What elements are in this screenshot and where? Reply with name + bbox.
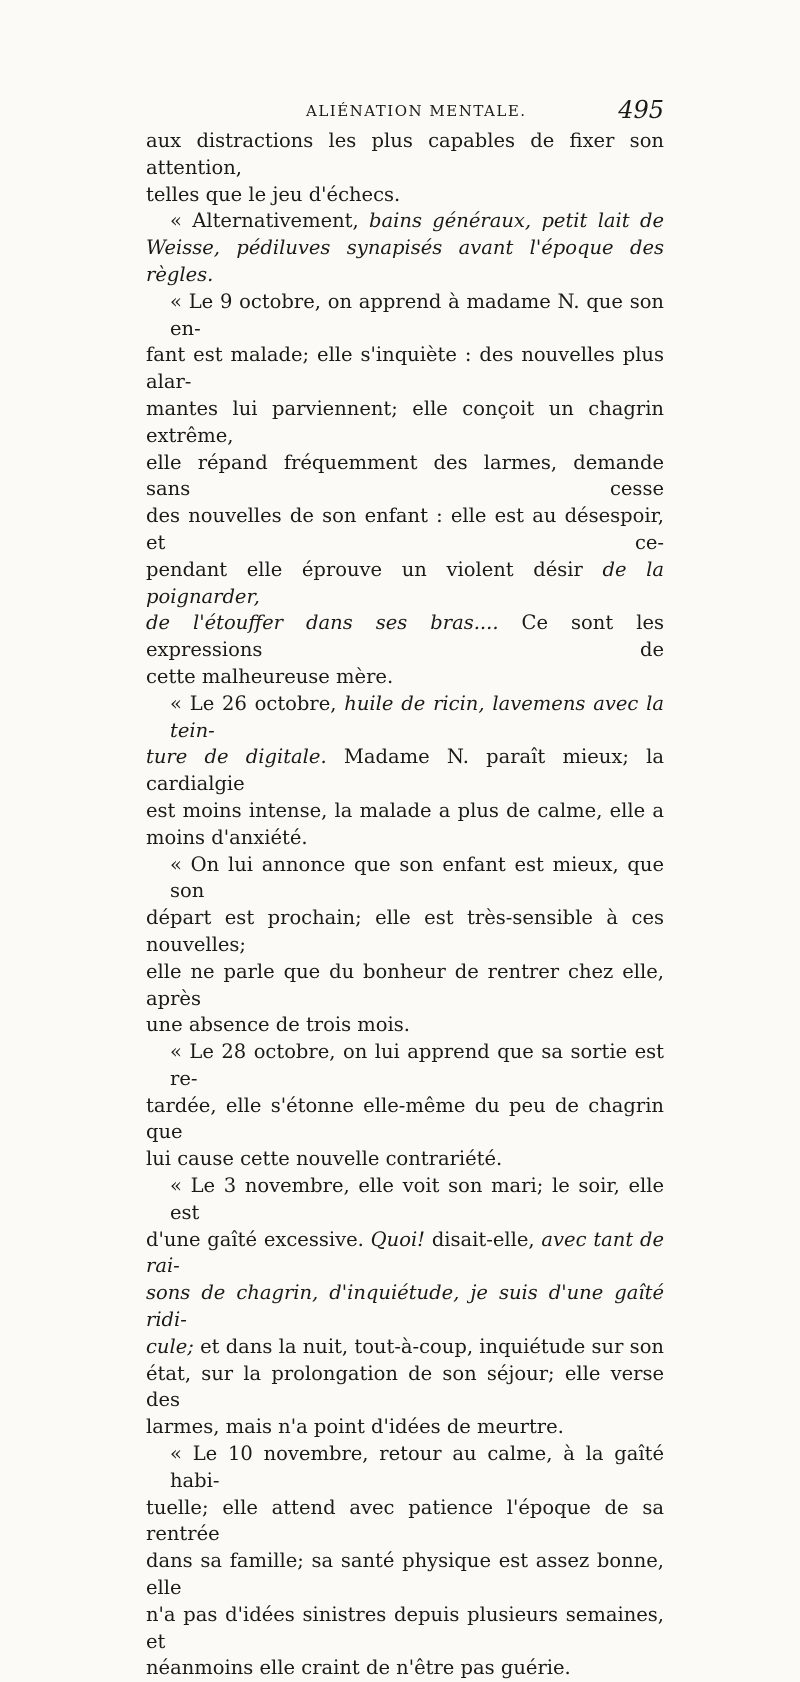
italic-text: avec tant de rai- <box>146 1227 665 1278</box>
text-line <box>146 1334 664 1361</box>
italic-text: de l'étouffer dans ses bras.... <box>146 611 499 635</box>
text-segment: une absence de trois mois. <box>146 1013 410 1037</box>
text-line <box>146 905 664 959</box>
text-segment: est moins intense, la malade a plus de calme, elle a <box>146 798 664 822</box>
text-line <box>146 959 664 1013</box>
text-segment: tuelle; elle attend avec patience l'époque de sa rentrée <box>146 1495 664 1546</box>
text-segment: pendant elle éprouve un violent désir <box>146 557 603 581</box>
italic-text: bains généraux, petit lait de <box>369 209 664 233</box>
text-line <box>146 1655 664 1682</box>
text-segment: « Le 9 octobre, on apprend à madame N. que son en- <box>170 289 664 340</box>
text-segment: tardée, elle s'étonne elle-même du peu de chagrin que <box>146 1093 664 1144</box>
text-line <box>146 1495 664 1549</box>
italic-text: cule; <box>146 1334 194 1358</box>
text-line <box>146 1602 664 1656</box>
text-line <box>146 1227 664 1281</box>
text-line <box>146 1361 664 1415</box>
text-line <box>146 1012 664 1039</box>
text-line <box>146 1146 664 1173</box>
text-segment: mantes lui parviennent; elle conçoit un chagrin extrême, <box>146 396 664 447</box>
italic-text: Quoi! <box>370 1227 432 1251</box>
text-segment: larmes, mais n'a point d'idées de meurtre. <box>146 1415 564 1439</box>
text-segment: des nouvelles de son enfant : elle est au désespoir, et ce- <box>146 504 664 554</box>
text-line <box>146 691 664 745</box>
italic-text: huile de ricin, lavemens avec la tein- <box>170 691 664 742</box>
italic-text: sons de chagrin, d'inquiétude, je suis d'une gaîté ridi- <box>146 1281 664 1332</box>
text-segment: néanmoins elle craint de n'être pas guérie. <box>146 1656 571 1680</box>
text-line <box>146 208 664 235</box>
text-segment: « Alternativement, <box>170 209 370 233</box>
text-line <box>146 396 664 450</box>
text-line <box>146 503 664 557</box>
text-segment: elle ne parle que du bonheur de rentrer chez elle, après <box>146 959 664 1010</box>
text-line <box>146 1039 664 1093</box>
text-segment: Madame N. paraît mieux; la cardialgie <box>146 745 665 796</box>
text-segment: d'une gaîté excessive. <box>146 1227 371 1251</box>
text-segment: cette malheureuse mère. <box>146 664 394 688</box>
text-line <box>146 289 664 343</box>
text-segment: moins d'anxiété. <box>146 825 308 849</box>
page-number: 495 <box>618 96 664 124</box>
text-segment: « Le 3 novembre, elle voit son mari; le soir, elle est <box>170 1174 664 1224</box>
text-line <box>146 128 664 182</box>
text-segment: telles que le jeu d'échecs. <box>146 182 401 206</box>
text-line <box>146 798 664 825</box>
text-line <box>146 825 664 852</box>
text-segment: « Le 26 octobre, <box>170 691 345 715</box>
text-segment: état, sur la prolongation de son séjour; elle verse des <box>146 1361 664 1412</box>
text-line <box>146 182 664 209</box>
text-line <box>146 744 664 798</box>
text-segment: « On lui annonce que son enfant est mieux, que son <box>170 852 664 903</box>
text-line <box>146 235 664 289</box>
text-line <box>146 450 664 504</box>
text-line <box>146 557 664 611</box>
text-segment: dans sa famille; sa santé physique est assez bonne, elle <box>146 1549 664 1600</box>
text-segment: lui cause cette nouvelle contrariété. <box>146 1147 503 1171</box>
italic-text: Weisse, pédiluves synapisés avant l'époque des règles. <box>146 236 664 286</box>
text-segment: aux distractions les plus capables de fixer son attention, <box>146 129 664 179</box>
italic-text: ture de digitale. <box>146 745 327 769</box>
text-line <box>146 852 664 906</box>
body-text <box>146 128 664 1682</box>
text-segment: Ce sont les expressions de <box>146 611 664 662</box>
text-line <box>146 342 664 396</box>
text-segment: « Le 10 novembre, retour au calme, à la gaîté habi- <box>170 1442 664 1492</box>
text-segment: disait-elle, <box>431 1227 542 1251</box>
text-line <box>146 1280 664 1334</box>
text-line <box>146 1173 664 1227</box>
text-line <box>146 1548 664 1602</box>
text-line <box>146 1441 664 1495</box>
text-segment: départ est prochain; elle est très-sensible à ces nouvelles; <box>146 906 664 956</box>
running-head-title: ALIÉNATION MENTALE. <box>306 102 527 120</box>
italic-text: de la poignarder, <box>146 557 664 608</box>
text-line <box>146 1414 664 1441</box>
text-segment: fant est malade; elle s'inquiète : des nouvelles plus alar- <box>146 343 664 394</box>
text-line <box>146 610 664 664</box>
text-segment: n'a pas d'idées sinistres depuis plusieurs semaines, et <box>146 1602 664 1653</box>
text-line <box>146 664 664 691</box>
text-segment: et dans la nuit, tout-à-coup, inquiétude sur son <box>193 1334 664 1358</box>
text-segment: elle répand fréquemment des larmes, demande sans cesse <box>146 450 664 501</box>
running-head <box>146 96 664 126</box>
text-segment: « Le 28 octobre, on lui apprend que sa sortie est re- <box>170 1040 664 1090</box>
text-line <box>146 1093 664 1147</box>
